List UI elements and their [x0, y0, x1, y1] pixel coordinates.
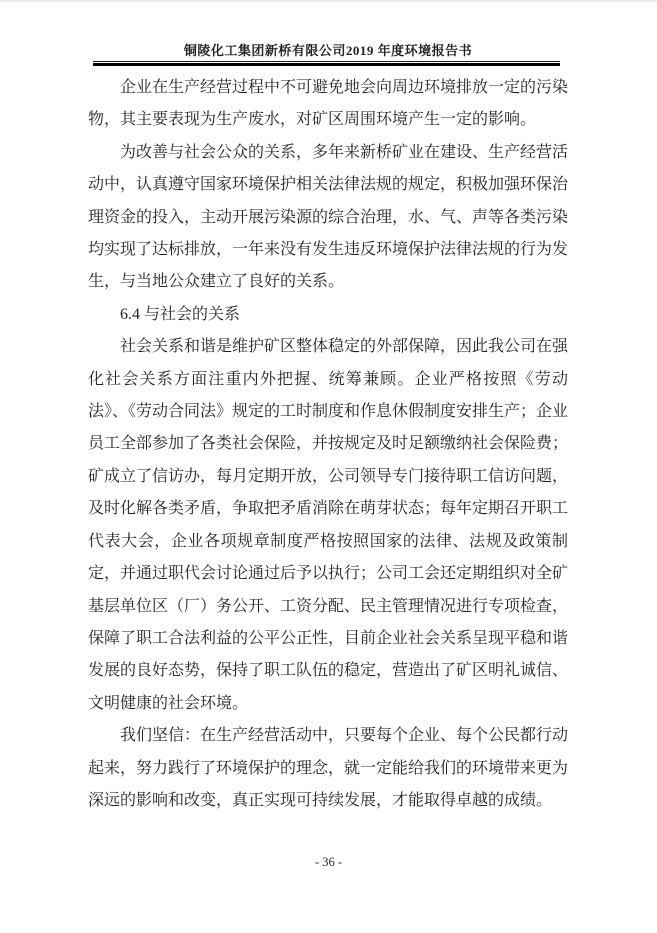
- section-heading: 6.4 与社会的关系: [120, 305, 241, 323]
- body-paragraph: 社会关系和谐是维护矿区整体稳定的外部保障，因此我公司在强化社会关系方面注重内外把握、统筹兼顾。企业严格按照《劳动法》、《劳动合同法》规定的工时制度和作息休假制度安排生产；企业员工全部参加了各类社会保险，并按规定及时足额缴纳社会保险费；矿成立了信访办，每月定期开放，公司领导专门接待职工信访问题，及时化解各类矛盾，争取把矛盾消除在萌芽状态；每年定期召开职工代表大会，企业各项规章制度严格按照国家的法律、法规及政策制定，并通过职代会讨论通过后予以执行；公司工会还定期组织对全矿基层单位区（厂）务公开、工资分配、民主管理情况进行专项检查，保障了职工合法利益的公平公正性，目前企业社会关系呈现平稳和谐发展的良好态势，保持了职工队伍的稳定，营造出了矿区明礼诚信、文明健康的社会环境。: [88, 338, 569, 712]
- page-number: - 36 -: [314, 855, 343, 869]
- body-paragraph: 企业在生产经营过程中不可避免地会向周边环境排放一定的污染物，其主要表现为生产废水，对矿区周围环境产生一定的影响。: [88, 79, 569, 129]
- document-body: [88, 72, 568, 817]
- running-header-title: 铜陵化工集团新桥有限公司2019 年度环境报告书: [183, 43, 473, 58]
- body-paragraph: 我们坚信：在生产经营活动中，只要每个企业、每个公民都行动起来，努力践行了环境保护的理念，就一定能给我们的环境带来更为深远的影响和改变，真正实现可持续发展，才能取得卓越的成绩。: [88, 727, 569, 809]
- header-rule-thin-line: [93, 61, 560, 62]
- page-edge: [0, 0, 657, 2]
- header-rule: [93, 61, 560, 66]
- header-rule-thick-line: [93, 63, 560, 66]
- body-paragraph: 为改善与社会公众的关系，多年来新桥矿业在建设、生产经营活动中，认真遵守国家环境保护相关法律法规的规定，积极加强环保治理资金的投入，主动开展污染源的综合治理，水、气、声等各类污染均实现了达标排放，一年来没有发生违反环境保护法律法规的行为发生，与当地公众建立了良好的关系。: [88, 143, 569, 291]
